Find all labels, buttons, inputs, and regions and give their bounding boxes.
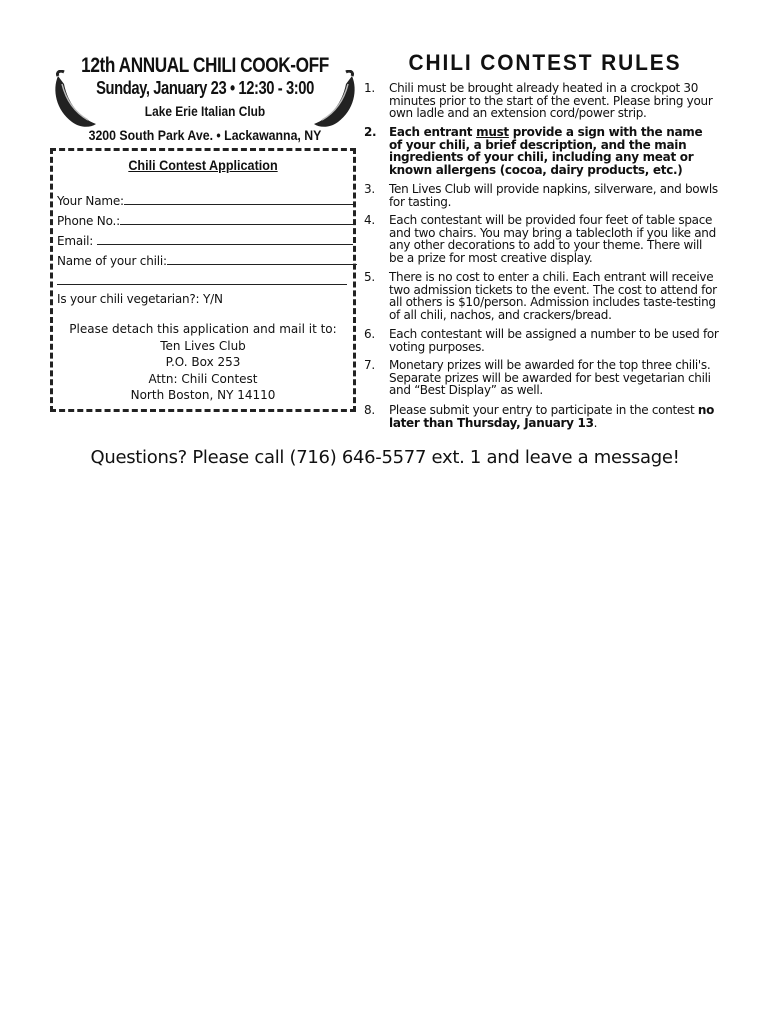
event-date-time: Sunday, January 23 • 12:30 - 3:00 — [96, 78, 314, 98]
rule-text: Chili must be brought already heated in a crockpot 30 minutes prior to the start of the event. Please bring your own ladle and an extension cord/power strip. — [389, 81, 713, 121]
phone-field[interactable] — [57, 213, 354, 228]
chili-name-extra-line[interactable] — [57, 284, 347, 285]
rule-text: Monetary prizes will be awarded for the top three chili's. Separate prizes will be awarded for best vegetarian chili and “Best Display” as well. — [389, 358, 711, 398]
event-title: 12th ANNUAL CHILI COOK-OFF — [81, 54, 329, 77]
rule-number: 2. — [364, 125, 377, 139]
rule-text: There is no cost to enter a chili. Each entrant will receive two admission tickets to the event. The cost to attend for all others is $10/person. Admission includes taste-testing of all chili, nachos, and crackers/bread. — [389, 270, 717, 322]
rule-number: 6. — [364, 327, 375, 341]
rules-title: CHILI CONTEST RULES — [408, 50, 682, 75]
application-form — [50, 148, 356, 412]
vegetarian-label: Is your chili vegetarian?: Y/N — [57, 292, 223, 306]
rule-text: Each entrant must provide a sign with the name of your chili, a brief description, and the main ingredients of your chili, including any meat or known allergens (cocoa, dairy products, etc.) — [389, 125, 703, 177]
mail-attn: Attn: Chili Contest — [148, 371, 258, 386]
mail-instruction: Please detach this application and mail it to: — [69, 322, 337, 336]
email-field[interactable] — [57, 233, 353, 248]
chili-name-field[interactable] — [57, 253, 357, 268]
mail-po-box: P.O. Box 253 — [165, 355, 241, 369]
name-field[interactable] — [57, 193, 356, 208]
rule-number: 3. — [364, 182, 375, 196]
rule-text: Each contestant will be provided four feet of table space and two chairs. You may bring a tablecloth if you like and any other decorations to add to your theme. There will be a prize for most creative display. — [389, 213, 716, 265]
name-label: Your Name: — [57, 194, 124, 208]
mail-recipient: Ten Lives Club — [160, 338, 246, 353]
event-venue: Lake Erie Italian Club — [144, 103, 266, 119]
phone-label: Phone No.: — [57, 214, 120, 228]
email-label: Email: — [57, 234, 97, 248]
questions-contact: Questions? Please call (716) 646-5577 ext. 1 and leave a message! — [90, 447, 680, 468]
rule-text: Please submit your entry to participate in the contest no later than Thursday, January 13. — [389, 403, 715, 430]
rule-number: 7. — [364, 358, 375, 372]
rule-number: 4. — [364, 213, 375, 227]
application-title: Chili Contest Application — [128, 157, 278, 173]
rule-text: Ten Lives Club will provide napkins, silverware, and bowls for tasting. — [389, 182, 718, 209]
rule-text: Each contestant will be assigned a number to be used for voting purposes. — [389, 327, 719, 354]
rule-number: 8. — [364, 403, 375, 417]
chili-name-label: Name of your chili: — [57, 254, 167, 268]
vegetarian-field[interactable] — [57, 292, 223, 306]
mail-city: North Boston, NY 14110 — [130, 388, 276, 402]
event-address: 3200 South Park Ave. • Lackawanna, NY — [88, 127, 322, 143]
rule-number: 5. — [364, 270, 375, 284]
mailing-instructions — [53, 321, 353, 404]
rule-number: 1. — [364, 81, 375, 95]
